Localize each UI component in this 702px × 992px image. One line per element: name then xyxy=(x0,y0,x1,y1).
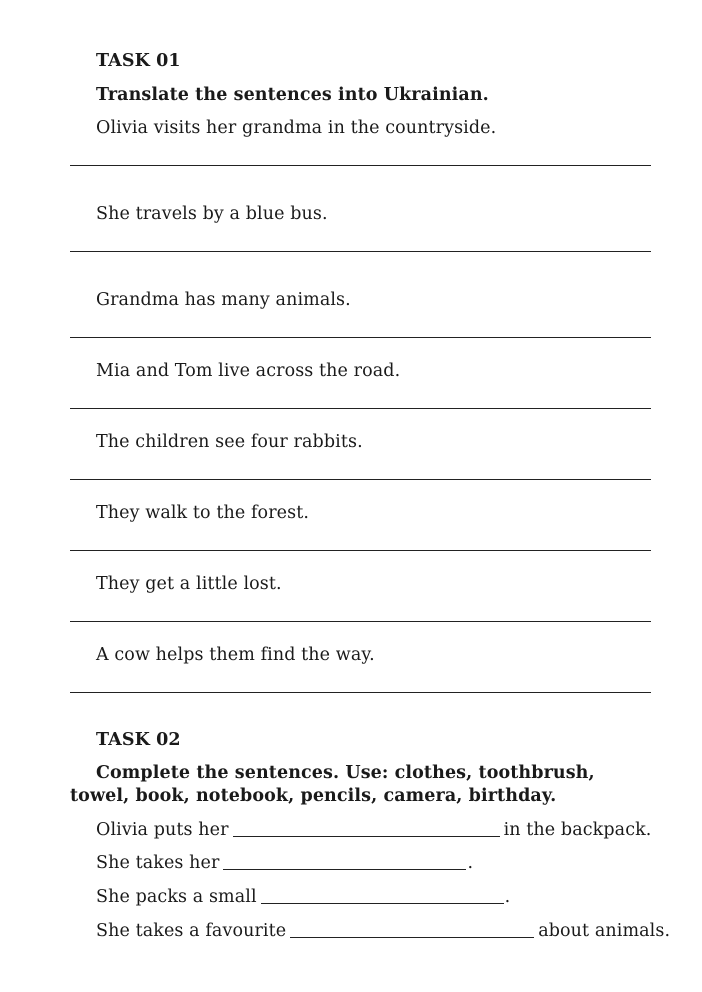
fill-sentence-4-start: She takes a favourite xyxy=(96,921,287,941)
answer-line-5[interactable] xyxy=(70,479,651,480)
fill-sentence-2-end: . xyxy=(467,853,474,873)
task1-sentence-1: Olivia visits her grandma in the countryside. xyxy=(96,118,497,138)
fill-blank-2[interactable] xyxy=(223,868,466,870)
fill-blank-1[interactable] xyxy=(233,835,500,837)
fill-sentence-3 xyxy=(96,889,510,907)
task2-heading: TASK 02 xyxy=(96,730,181,750)
task1-sentence-7: They get a little lost. xyxy=(96,574,282,594)
task2-instruction: Complete the sentences. Use: clothes, toothbrush, towel, book, notebook, pencils, camera, birthday. xyxy=(70,763,595,806)
answer-line-2[interactable] xyxy=(70,251,651,252)
answer-line-4[interactable] xyxy=(70,408,651,409)
fill-blank-3[interactable] xyxy=(261,902,504,904)
answer-line-6[interactable] xyxy=(70,550,651,551)
fill-sentence-1-end: in the backpack. xyxy=(503,820,652,840)
task1-sentence-4: Mia and Tom live across the road. xyxy=(96,361,401,381)
task1-sentence-5: The children see four rabbits. xyxy=(96,432,363,452)
task1-instruction: Translate the sentences into Ukrainian. xyxy=(96,85,489,105)
fill-sentence-4 xyxy=(96,923,670,941)
fill-sentence-2 xyxy=(96,855,473,873)
answer-line-7[interactable] xyxy=(70,621,651,622)
fill-sentence-3-end: . xyxy=(504,887,511,907)
task1-sentence-2: She travels by a blue bus. xyxy=(96,204,328,224)
fill-sentence-3-start: She packs a small xyxy=(96,887,257,907)
fill-sentence-4-end: about animals. xyxy=(538,921,671,941)
fill-sentence-2-start: She takes her xyxy=(96,853,220,873)
fill-sentence-1-start: Olivia puts her xyxy=(96,820,229,840)
fill-sentence-1 xyxy=(96,822,651,840)
answer-line-8[interactable] xyxy=(70,692,651,693)
answer-line-3[interactable] xyxy=(70,337,651,338)
task1-sentence-3: Grandma has many animals. xyxy=(96,290,351,310)
task1-sentence-8: A cow helps them find the way. xyxy=(96,645,375,665)
task1-sentence-6: They walk to the forest. xyxy=(96,503,309,523)
fill-blank-4[interactable] xyxy=(290,936,534,938)
task1-heading: TASK 01 xyxy=(96,51,181,71)
answer-line-1[interactable] xyxy=(70,165,651,166)
